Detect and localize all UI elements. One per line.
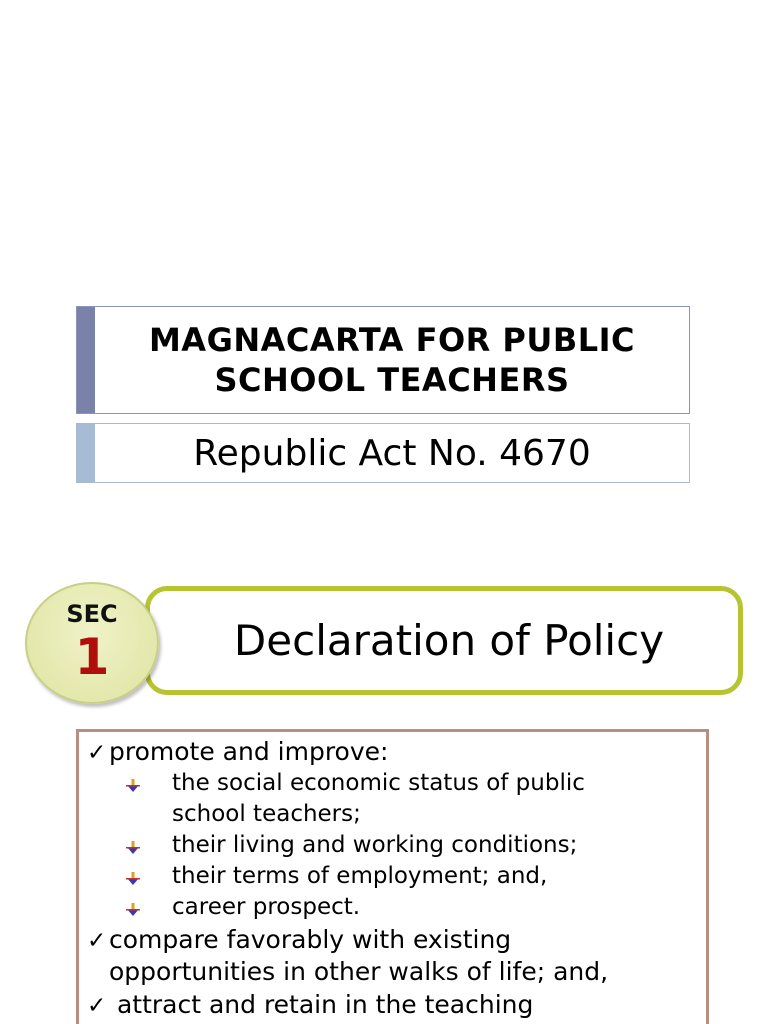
subtitle-box bbox=[76, 423, 690, 483]
sub-list-item-line: the social economic status of public bbox=[172, 770, 585, 796]
sub-list-item-line: school teachers; bbox=[172, 801, 361, 827]
arrow-down-bullet-icon bbox=[126, 903, 140, 917]
list-item-text: promote and improve: bbox=[109, 737, 389, 766]
checkmark-icon: ✓ bbox=[87, 928, 107, 954]
list-item-continuation: opportunities in other walks of life; and, bbox=[109, 957, 609, 986]
checkmark-icon: ✓ bbox=[87, 993, 107, 1019]
list-item bbox=[87, 736, 388, 769]
section-badge-label: SEC bbox=[66, 600, 118, 628]
list-item-text: compare favorably with existing bbox=[109, 925, 512, 954]
section-badge bbox=[25, 582, 159, 704]
title-line-2: SCHOOL TEACHERS bbox=[214, 361, 570, 399]
section-badge-number: 1 bbox=[74, 628, 110, 686]
title-box bbox=[76, 306, 690, 414]
list-item bbox=[87, 989, 533, 1022]
sub-list-item bbox=[172, 768, 585, 830]
list-item-text: attract and retain in the teaching bbox=[109, 990, 534, 1019]
sub-list-item: their terms of employment; and, bbox=[172, 863, 548, 889]
arrow-down-bullet-icon bbox=[126, 872, 140, 886]
arrow-down-bullet-icon bbox=[126, 779, 140, 793]
content-box bbox=[76, 729, 709, 1024]
sub-list-item: their living and working conditions; bbox=[172, 832, 578, 858]
page-title bbox=[95, 307, 689, 413]
page-subtitle: Republic Act No. 4670 bbox=[193, 432, 591, 474]
subtitle-accent-bar bbox=[77, 424, 95, 482]
checkmark-icon: ✓ bbox=[87, 740, 107, 766]
section-heading: Declaration of Policy bbox=[233, 616, 665, 665]
list-item bbox=[87, 924, 511, 957]
sub-list-item: career prospect. bbox=[172, 894, 361, 920]
title-line-1: MAGNACARTA FOR PUBLIC bbox=[148, 321, 636, 359]
section-heading-box bbox=[145, 586, 743, 695]
title-accent-bar bbox=[77, 307, 95, 413]
arrow-down-bullet-icon bbox=[126, 841, 140, 855]
